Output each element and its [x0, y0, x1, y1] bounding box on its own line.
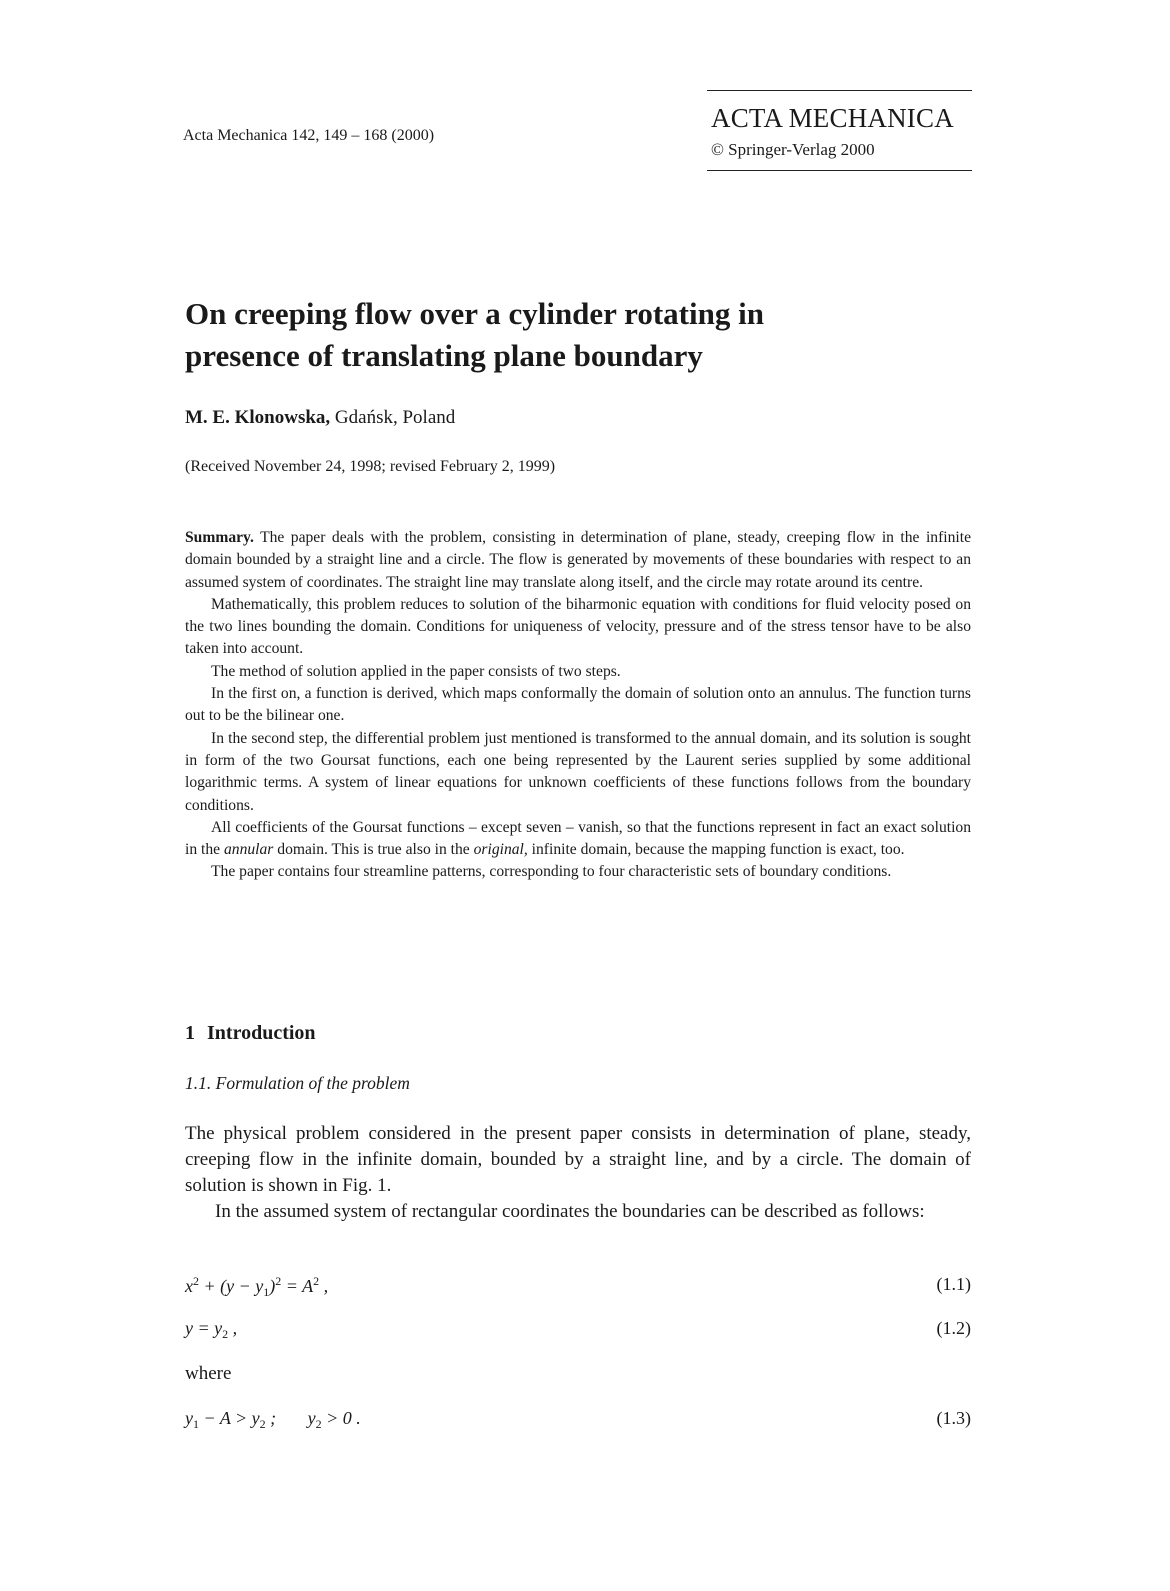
where-label: where [185, 1363, 232, 1384]
equation-expression: $y = y_2$ , [185, 1318, 238, 1341]
summary-abstract [185, 527, 971, 884]
summary-paragraph [185, 527, 971, 594]
section-title: Introduction [207, 1022, 316, 1044]
title-line-2: presence of translating plane boundary [185, 338, 703, 373]
summary-text: infinite domain, because the mapping function is exact, too. [527, 841, 905, 859]
summary-paragraph: The method of solution applied in the paper consists of two steps. [211, 662, 621, 680]
section-number: 1 [185, 1022, 195, 1044]
summary-label: Summary. [185, 529, 254, 546]
summary-paragraph: In the second step, the differential problem just mentioned is transformed to the annual domain, and its solution is sought in form of the two Goursat functions, each one being represented by the Laurent series supplied by some additional logarithmic terms. A system of linear equations for unknown coefficients of these functions follows from the boundary conditions. [185, 729, 971, 814]
equation-expression: $x^2 + (y - y_1)^2 = A^2$ , [185, 1274, 329, 1299]
author-line [185, 407, 455, 429]
body-paragraph: The physical problem considered in the present paper consists in determination of plane, steady, creeping flow in the infinite domain, bounded by a straight line, and by a circle. The domain of solution is shown in Fig. 1. [185, 1123, 971, 1196]
summary-text: All coefficients of the Goursat functions – except seven – vanish, so that the functions represent in fact an exact solution in the [185, 818, 971, 859]
equation-expression: $y_1 - A > y_2$ ; $y_2 > 0$ . [185, 1408, 361, 1431]
equation-1-1 [185, 1274, 971, 1300]
publisher-copyright: © Springer-Verlag 2000 [711, 140, 875, 159]
equation-1-3 [185, 1408, 971, 1432]
article-title [185, 293, 985, 377]
emphasis-original: original, [473, 841, 528, 859]
equation-number: (1.1) [936, 1274, 971, 1294]
journal-name: ACTA MECHANICA [711, 103, 954, 133]
summary-paragraph: In the first on, a function is derived, which maps conformally the domain of solution onto an annulus. The function turns out to be the bilinear one. [185, 685, 971, 725]
body-text [185, 1121, 971, 1225]
author-name: M. E. Klonowska, [185, 407, 331, 428]
summary-paragraph: Mathematically, this problem reduces to solution of the biharmonic equation with conditions for fluid velocity posed on the two lines bounding the domain. Conditions for uniqueness of velocity, pressure and of the stress tensor have to be also taken into account. [185, 595, 971, 658]
body-paragraph: In the assumed system of rectangular coordinates the boundaries can be described as follows: [215, 1201, 925, 1222]
masthead-top-rule [707, 90, 972, 91]
author-location: Gdańsk, Poland [330, 407, 456, 428]
equation-1-2 [185, 1318, 971, 1342]
received-dates: (Received November 24, 1998; revised February 2, 1999) [185, 458, 556, 475]
summary-text: The paper deals with the problem, consisting in determination of plane, steady, creeping flow in the infinite domain bounded by a straight line and a circle. The flow is generated by movements of these boundaries with respect to an assumed system of coordinates. The straight line may translate along itself, and the circle may rotate around its centre. [185, 529, 971, 591]
journal-masthead [707, 90, 972, 171]
summary-paragraph [185, 817, 971, 862]
equation-number: (1.3) [936, 1408, 971, 1428]
emphasis-annular: annular [223, 841, 274, 859]
summary-text: domain. This is true also in the [273, 841, 474, 859]
section-heading [185, 1022, 316, 1045]
masthead-bottom-rule [707, 170, 972, 171]
journal-citation: Acta Mechanica 142, 149 – 168 (2000) [183, 127, 435, 144]
subsection-heading: 1.1. Formulation of the problem [185, 1073, 410, 1093]
title-line-1: On creeping flow over a cylinder rotating in [185, 296, 764, 331]
summary-paragraph: The paper contains four streamline patterns, corresponding to four characteristic sets of boundary conditions. [211, 863, 892, 881]
equation-number: (1.2) [936, 1318, 971, 1338]
